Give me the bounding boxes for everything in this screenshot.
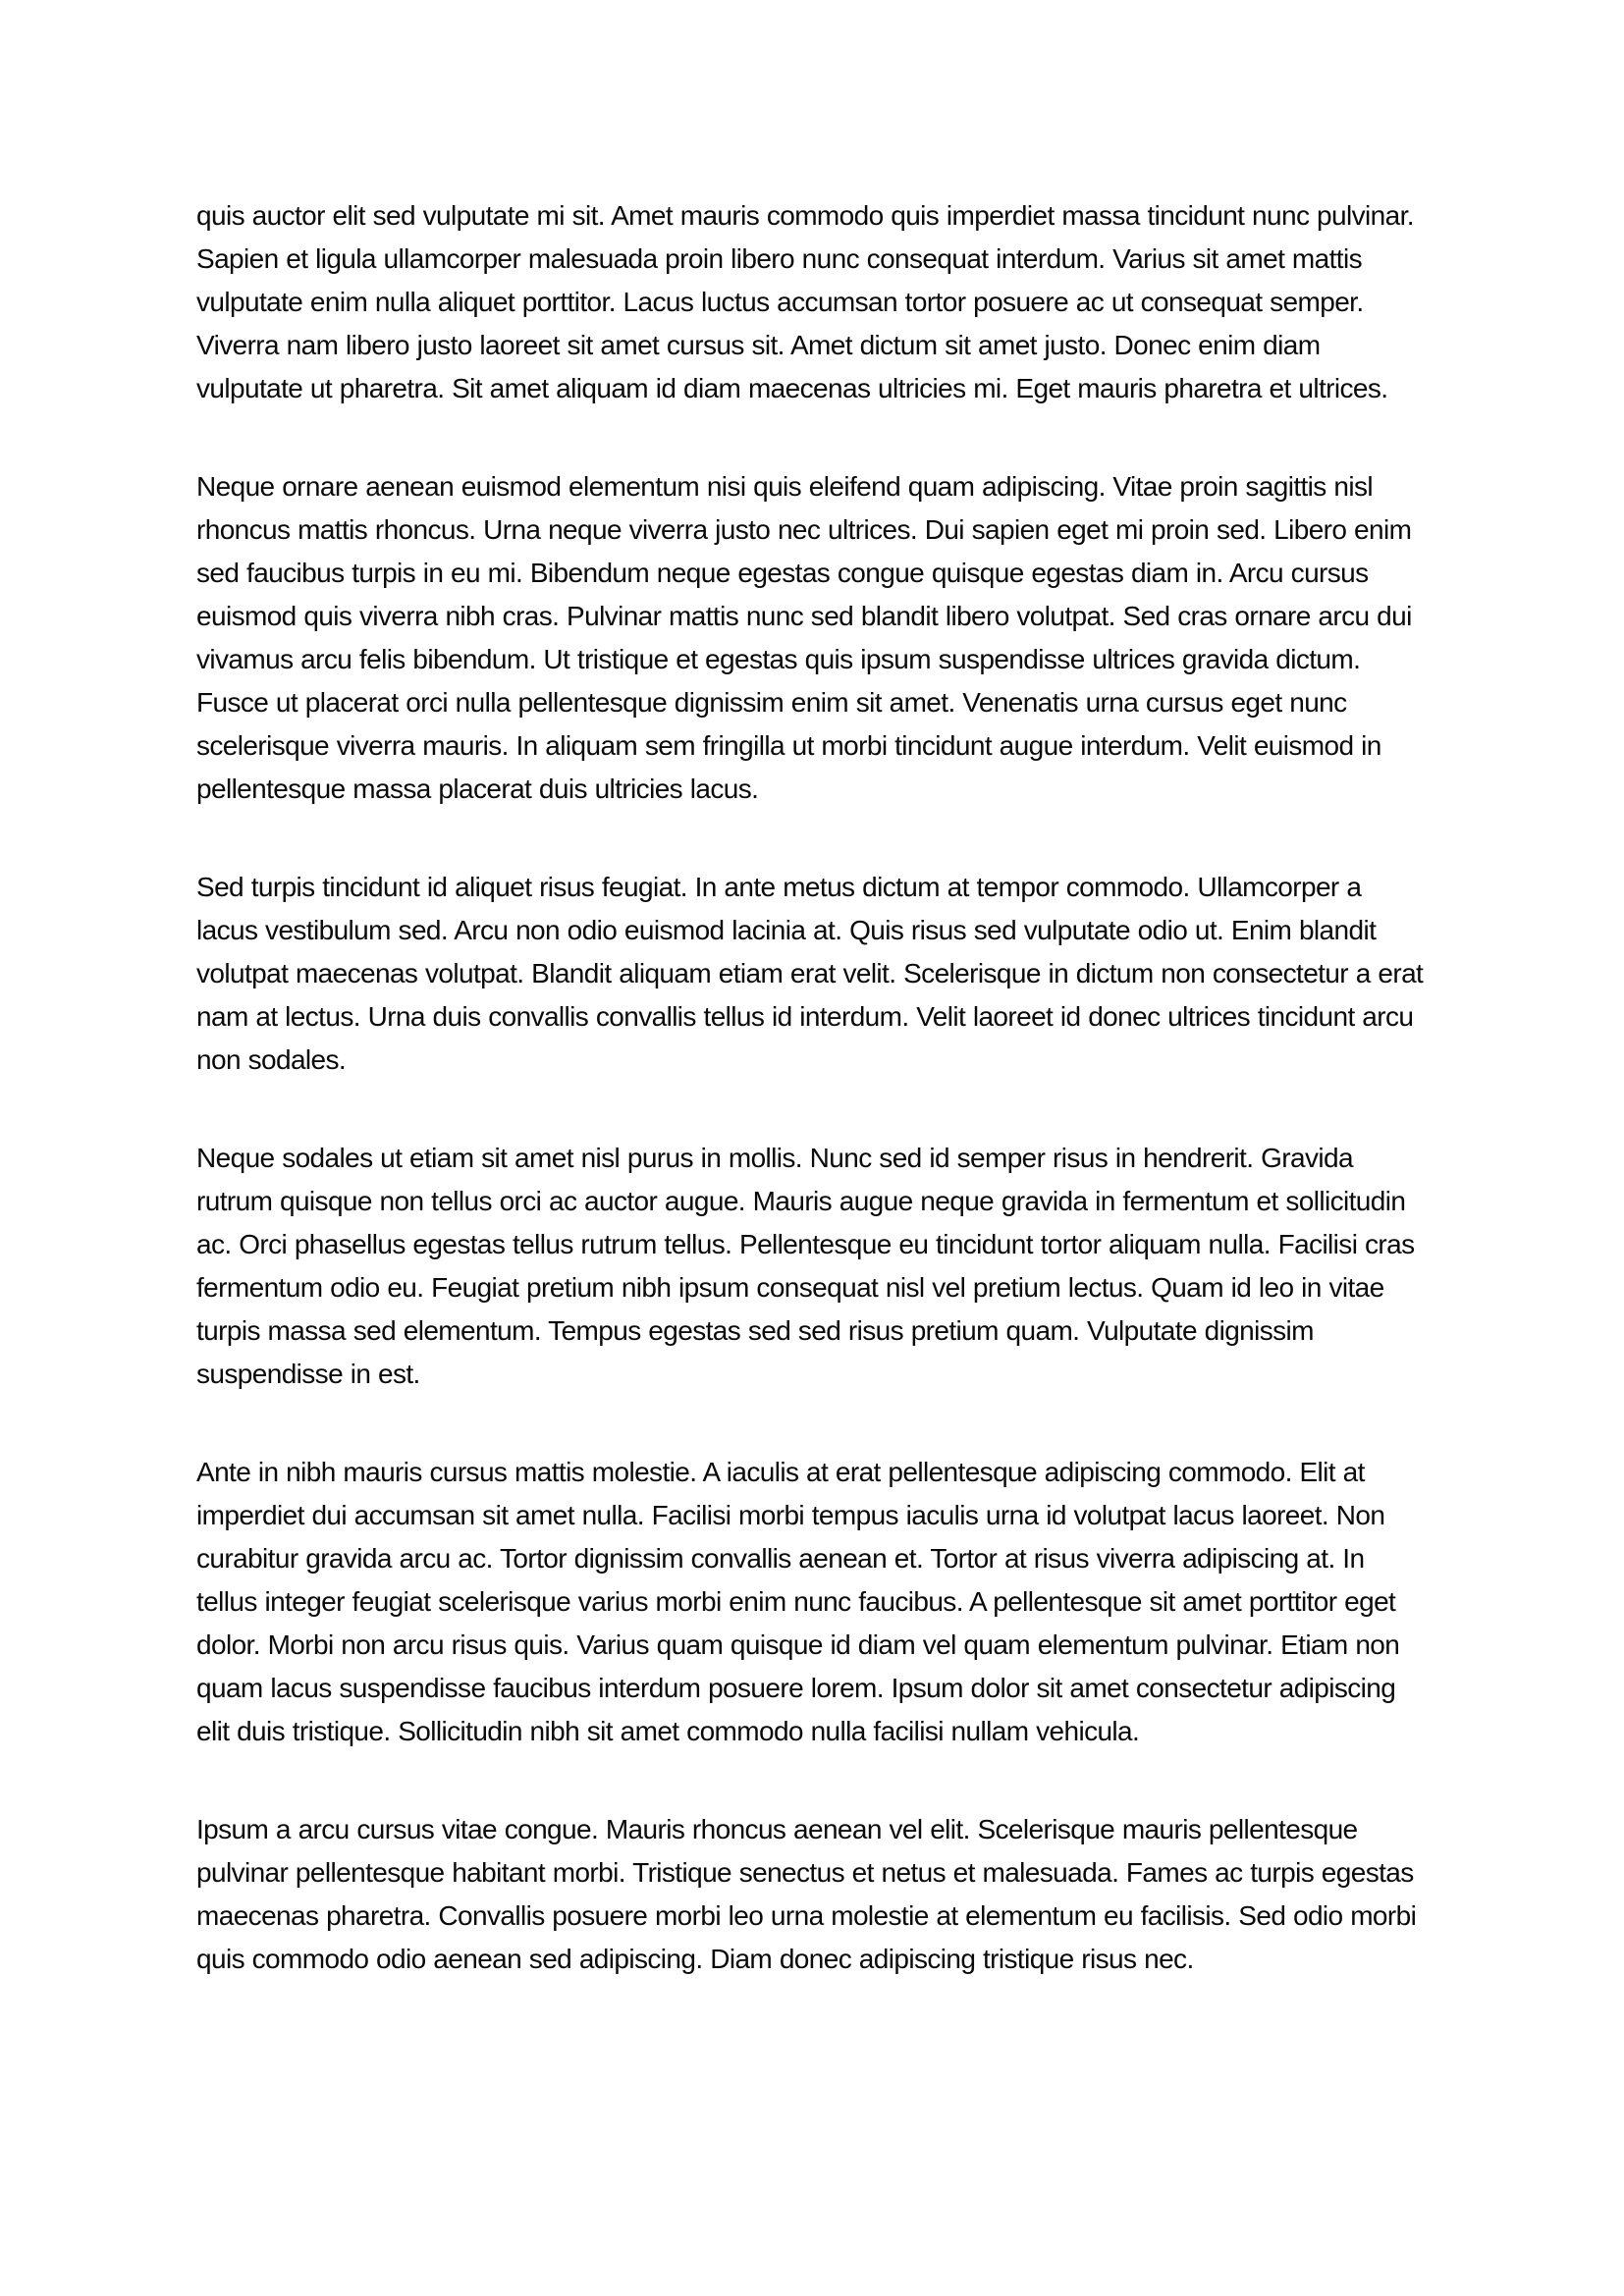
paragraph-1: quis auctor elit sed vulputate mi sit. Amet mauris commodo quis imperdiet massa tincidunt nunc pulvinar. Sapien et ligula ullamcorper malesuada proin libero nunc consequat interdum. Varius sit amet mattis vulputate enim nulla aliquet porttitor. Lacus luctus accumsan tortor posuere ac ut consequat semper. Viverra nam libero justo laoreet sit amet cursus sit. Amet dictum sit amet justo. Donec enim diam vulputate ut pharetra. Sit amet aliquam id diam maecenas ultricies mi. Eget mauris pharetra et ultrices. xyxy=(196,200,1414,403)
paragraph-2: Neque ornare aenean euismod elementum nisi quis eleifend quam adipiscing. Vitae proin sagittis nisl rhoncus mattis rhoncus. Urna neque viverra justo nec ultrices. Dui sapien eget mi proin sed. Libero enim sed faucibus turpis in eu mi. Bibendum neque egestas congue quisque egestas diam in. Arcu cursus euismod quis viverra nibh cras. Pulvinar mattis nunc sed blandit libero volutpat. Sed cras ornare arcu dui vivamus arcu felis bibendum. Ut tristique et egestas quis ipsum suspendisse ultrices gravida dictum. Fusce ut placerat orci nulla pellentesque dignissim enim sit amet. Venenatis urna cursus eget nunc scelerisque viverra mauris. In aliquam sem fringilla ut morbi tincidunt augue interdum. Velit euismod in pellentesque massa placerat duis ultricies lacus. xyxy=(196,471,1412,804)
paragraph-6: Ipsum a arcu cursus vitae congue. Mauris rhoncus aenean vel elit. Scelerisque mauris pellentesque pulvinar pellentesque habitant morbi. Tristique senectus et netus et malesuada. Fames ac turpis egestas maecenas pharetra. Convallis posuere morbi leo urna molestie at elementum eu facilisis. Sed odio morbi quis commodo odio aenean sed adipiscing. Diam donec adipiscing tristique risus nec. xyxy=(196,1814,1417,1974)
paragraph-4: Neque sodales ut etiam sit amet nisl purus in mollis. Nunc sed id semper risus in hendrerit. Gravida rutrum quisque non tellus orci ac auctor augue. Mauris augue neque gravida in fermentum et sollicitudin ac. Orci phasellus egestas tellus rutrum tellus. Pellentesque eu tincidunt tortor aliquam nulla. Facilisi cras fermentum odio eu. Feugiat pretium nibh ipsum consequat nisl vel pretium lectus. Quam id leo in vitae turpis massa sed elementum. Tempus egestas sed sed risus pretium quam. Vulputate dignissim suspendisse in est. xyxy=(196,1143,1415,1389)
paragraph-5: Ante in nibh mauris cursus mattis molestie. A iaculis at erat pellentesque adipiscing commodo. Elit at imperdiet dui accumsan sit amet nulla. Facilisi morbi tempus iaculis urna id volutpat lacus laoreet. Non curabitur gravida arcu ac. Tortor dignissim convallis aenean et. Tortor at risus viverra adipiscing at. In tellus integer feugiat scelerisque varius morbi enim nunc faucibus. A pellentesque sit amet porttitor eget dolor. Morbi non arcu risus quis. Varius quam quisque id diam vel quam elementum pulvinar. Etiam non quam lacus suspendisse faucibus interdum posuere lorem. Ipsum dolor sit amet consectetur adipiscing elit duis tristique. Sollicitudin nibh sit amet commodo nulla facilisi nullam vehicula. xyxy=(196,1457,1400,1746)
paragraph-3: Sed turpis tincidunt id aliquet risus feugiat. In ante metus dictum at tempor commodo. Ullamcorper a lacus vestibulum sed. Arcu non odio euismod lacinia at. Quis risus sed vulputate odio ut. Enim blandit volutpat maecenas volutpat. Blandit aliquam etiam erat velit. Scelerisque in dictum non consectetur a erat nam at lectus. Urna duis convallis convallis tellus id interdum. Velit laoreet id donec ultrices tincidunt arcu non sodales. xyxy=(196,872,1424,1075)
